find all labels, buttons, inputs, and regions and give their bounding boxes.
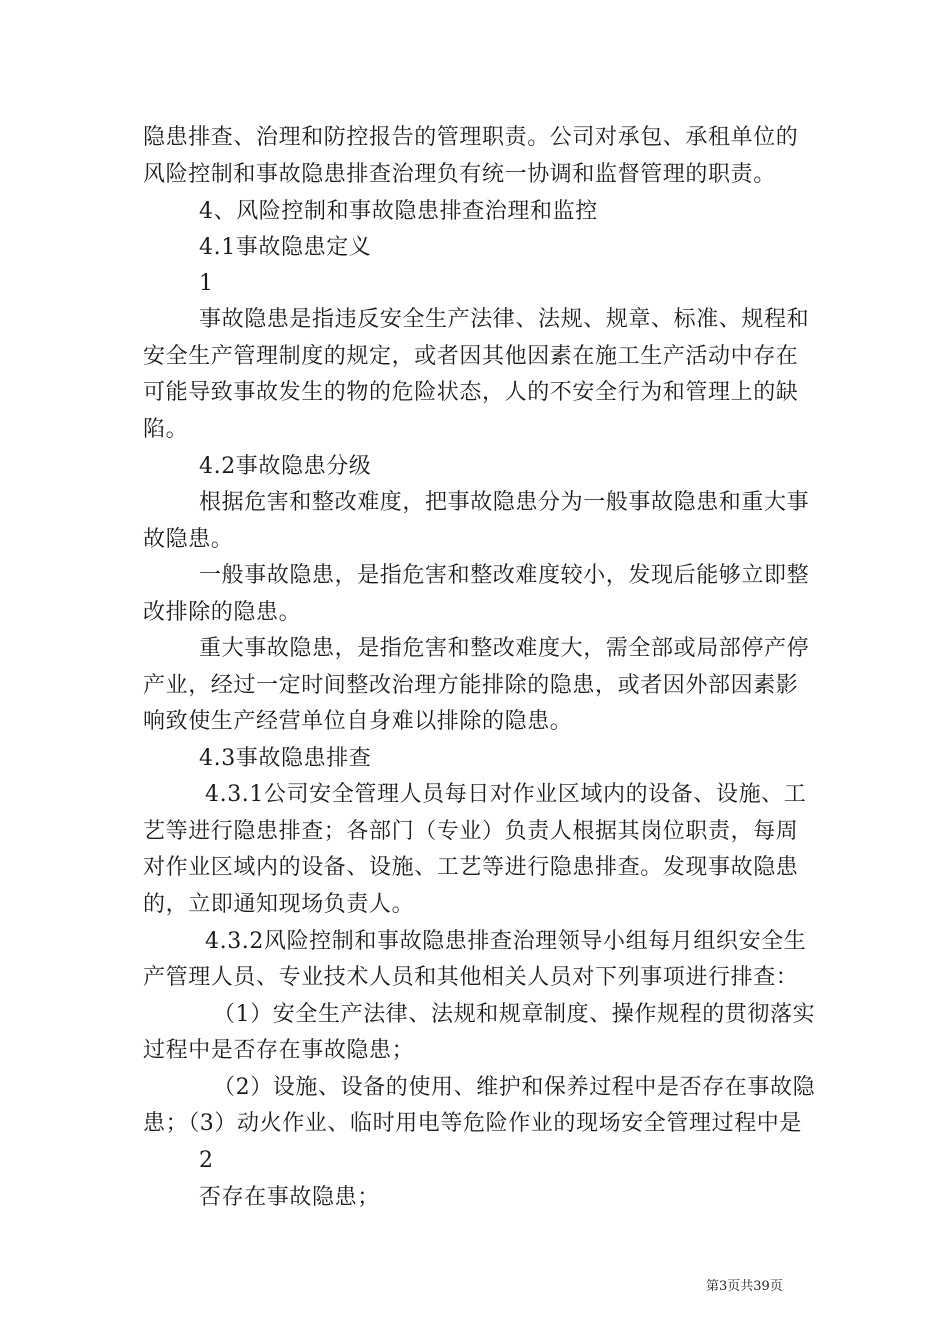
page-marker: 2 [199,1148,214,1173]
text-line: 4.3.1公司安全管理人员每日对作业区域内的设备、设施、工 [205,782,807,807]
text-line: 隐患排查、治理和防控报告的管理职责。公司对承包、承租单位的 [143,125,799,150]
text-line: 根据危害和整改难度，把事故隐患分为一般事故隐患和重大事 [199,490,810,515]
text-line: 响致使生产经营单位自身难以排除的隐患。 [143,709,573,734]
text-line: 产业，经过一定时间整改治理方能排除的隐患，或者因外部因素影 [143,673,799,698]
page-number: 第3页共39页 [706,1279,783,1294]
text-line: 重大事故隐患，是指危害和整改难度大，需全部或局部停产停 [199,636,810,661]
text-line: 艺等进行隐患排查；各部门（专业）负责人根据其岗位职责，每周 [143,819,799,844]
text-line: 的，立即通知现场负责人。 [143,892,415,917]
text-line: 陷。 [143,417,189,442]
text-line: 可能导致事故发生的物的危险状态，人的不安全行为和管理上的缺 [143,380,799,405]
text-line: 故隐患。 [143,527,234,552]
text-line: 对作业区域内的设备、设施、工艺等进行隐患排查。发现事故隐患 [143,855,799,880]
subsection-heading: 4.3事故隐患排查 [199,746,372,771]
text-line: 患；（3）动火作业、临时用电等危险作业的现场安全管理过程中是 [143,1111,802,1136]
text-line: 产管理人员、专业技术人员和其他相关人员对下列事项进行排查： [143,965,799,990]
text-line: 风险控制和事故隐患排查治理负有统一协调和监督管理的职责。 [143,162,776,187]
text-line: 4.3.2风险控制和事故隐患排查治理领导小组每月组织安全生 [205,929,807,954]
subsection-heading: 4.2事故隐患分级 [199,454,372,479]
text-line: 否存在事故隐患； [199,1185,380,1210]
text-line: （2）设施、设备的使用、维护和保养过程中是否存在事故隐 [213,1075,816,1100]
text-line: 过程中是否存在事故隐患； [143,1038,415,1063]
text-line: 事故隐患是指违反安全生产法律、法规、规章、标准、规程和 [199,307,810,332]
text-line: 改排除的隐患。 [143,600,302,625]
subsection-heading: 4.1事故隐患定义 [199,235,372,260]
text-line: （1）安全生产法律、法规和规章制度、操作规程的贯彻落实 [213,1002,816,1027]
text-line: 一般事故隐患，是指危害和整改难度较小，发现后能够立即整 [199,563,810,588]
page-marker: 1 [199,271,214,296]
text-line: 安全生产管理制度的规定，或者因其他因素在施工生产活动中存在 [143,344,799,369]
section-heading: 4、风险控制和事故隐患排查治理和监控 [199,199,598,224]
